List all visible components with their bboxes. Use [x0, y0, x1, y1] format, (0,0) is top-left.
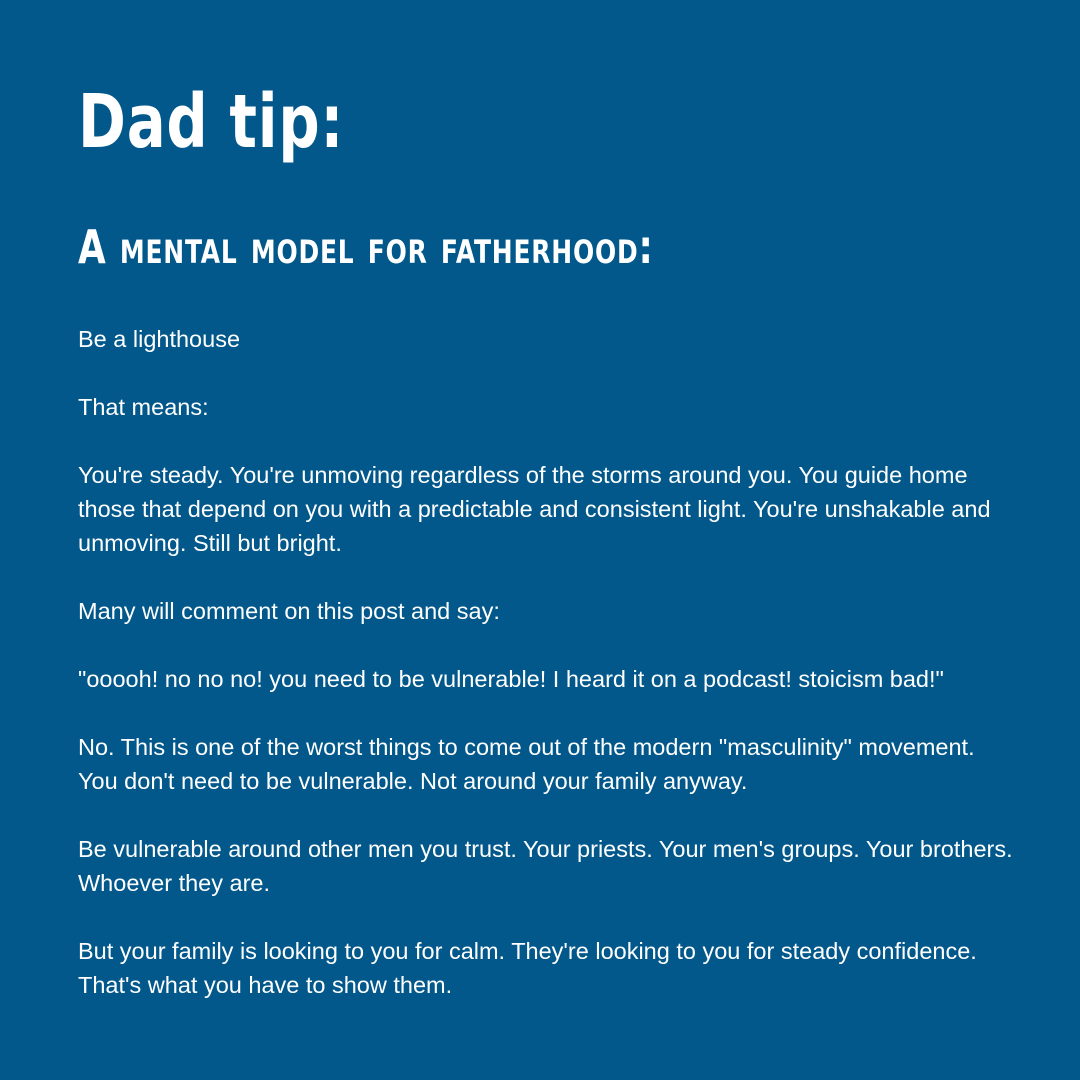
paragraph-family: But your family is looking to you for calm. They're looking to you for steady confidence. That's what you have to show them. — [78, 938, 977, 998]
paragraph-that-means: That means: — [78, 394, 209, 420]
post-subtitle: A mental model for fatherhood: — [78, 220, 654, 274]
post-body — [78, 322, 1018, 1002]
paragraph-lighthouse: Be a lighthouse — [78, 326, 241, 352]
paragraph-no: No. This is one of the worst things to come out of the modern "masculinity" movement. You don't need to be vulnerable. Not around your family anyway. — [78, 734, 975, 794]
post-title: Dad tip: — [78, 79, 345, 165]
paragraph-be-vulnerable: Be vulnerable around other men you trust. Your priests. Your men's groups. Your brothers. Whoever they are. — [78, 836, 1013, 896]
paragraph-steady: You're steady. You're unmoving regardless of the storms around you. You guide home those that depend on you with a predictable and consistent light. You're unshakable and unmoving. Still but bright. — [78, 462, 991, 556]
paragraph-quote: "ooooh! no no no! you need to be vulnerable! I heard it on a podcast! stoicism bad!" — [78, 666, 944, 692]
paragraph-comment: Many will comment on this post and say: — [78, 598, 500, 624]
